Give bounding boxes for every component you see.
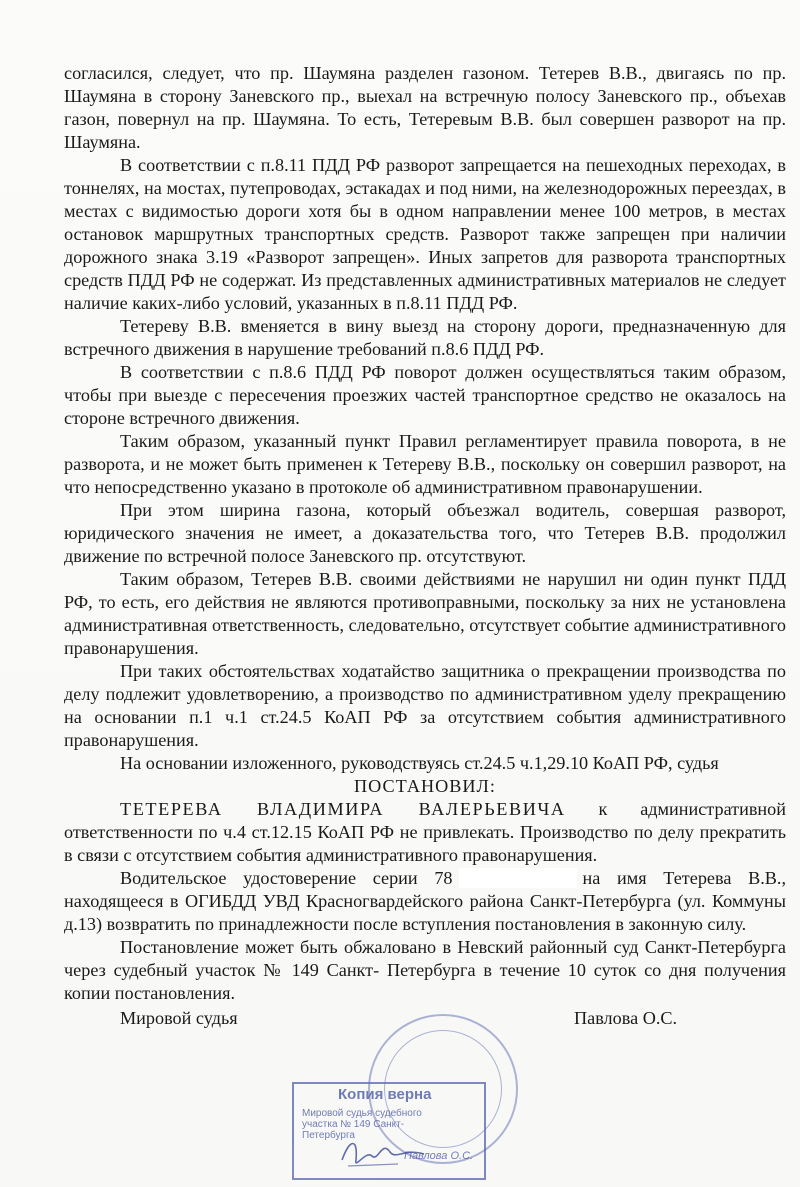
handwritten-signature: [338, 1130, 428, 1174]
paragraph-license-return: [64, 867, 786, 936]
paragraph-legal-basis: На основании изложенного, руководствуясь ст.24.5 ч.1,29.10 КоАП РФ, судья: [120, 753, 719, 773]
paragraph-rule-not-applicable: Таким образом, указанный пункт Правил регламентирует правила поворота, в не разворота, и не может быть применен к Тетереву В.В., поскольку он совершил разворот, на что непосредственно указано в протоколе об административном правонарушении.: [64, 431, 786, 497]
defendant-name: ТЕТЕРЕВА ВЛАДИМИРА ВАЛЕРЬЕВИЧА: [120, 799, 566, 819]
paragraph-u-turn-facts: согласился, следует, что пр. Шаумяна разделен газоном. Тетерев В.В., двигаясь по пр. Шаумяна в сторону Заневского пр., выехал на встречную полосу Заневского пр., объехав газон, повернул на пр. Шаумяна. То есть, Тетеревым В.В. был совершен разворот на пр. Шаумяна.: [64, 63, 786, 152]
heading-resolved: ПОСТАНОВИЛ:: [354, 776, 496, 796]
document-body: [64, 62, 786, 1039]
judge-title: Мировой судья: [120, 1008, 238, 1028]
license-text-before: Водительское удостоверение серии 78: [120, 868, 453, 888]
paragraph-no-violation: Таким образом, Тетерев В.В. своими действиями не нарушил ни один пункт ПДД РФ, то есть, его действия не являются противоправными, поскольку за них не установлена административная ответственность, следовательно, отсутствует событие административного правонарушения.: [64, 569, 786, 658]
paragraph-rule-8-6: В соответствии с п.8.6 ПДД РФ поворот должен осуществляться таким образом, чтобы при выезде с пересечения проезжих частей транспортное средство не оказалось на стороне встречного движения.: [64, 362, 786, 428]
resolution-text: к административной ответственности по ч.4 ст.12.15 КоАП РФ не привлекать. Производство по делу прекратить в связи с отсутствием события административного правонарушения.: [64, 799, 786, 865]
paragraph-appeal: Постановление может быть обжаловано в Невский районный суд Санкт-Петербурга через судебный участок № 149 Санкт- Петербурга в течение 10 суток со дня получения копии постановления.: [64, 937, 786, 1003]
license-text-after: на имя Тетерева В.В., находящееся в ОГИБДД УВД Красногвардейского района Санкт-Петербурга (ул. Коммуны д.13) возвратить по принадлежности после вступления постановления в законную силу.: [64, 868, 786, 934]
stamp-title: Копия верна: [338, 1086, 432, 1103]
paragraph-lawn-width: При этом ширина газона, который объезжал водитель, совершая разворот, юридического значения не имеет, а доказательства того, что Тетерев В.В. продолжил движение по встречной полосе Заневского пр. отсутствуют.: [64, 500, 786, 566]
redacted-license-number: [459, 868, 577, 888]
paragraph-resolution: [64, 798, 786, 867]
stamp-judge-name: Павлова О.С.: [404, 1150, 474, 1162]
paragraph-rule-8-11: В соответствии с п.8.11 ПДД РФ разворот запрещается на пешеходных переходах, в тоннелях, на мостах, путепроводах, эстакадах и под ними, на железнодорожных переездах, в местах с видимостью дороги хотя бы в одном направлении менее 100 метров, в местах остановок маршрутных транспортных средств. Разворот также запрещен при наличии дорожного знака 3.19 «Разворот запрещен». Иных запретов для разворота транспортных средств ПДД РФ не содержат. Из представленных административных материалов не следует наличие каких-либо условий, указанных в п.8.11 ПДД РФ.: [64, 155, 786, 313]
paragraph-motion-granted: При таких обстоятельствах ходатайство защитника о прекращении производства по делу подлежит удовлетворению, а производство по административном уделу прекращению на основании п.1 ч.1 ст.24.5 КоАП РФ за отсутствием события административного правонарушения.: [64, 661, 786, 750]
paragraph-charge: Тетереву В.В. вменяется в вину выезд на сторону дороги, предназначенную для встречного движения в нарушение требований п.8.6 ПДД РФ.: [64, 316, 786, 359]
judge-name: Павлова О.С.: [574, 1008, 678, 1028]
stamp-court: Мировой судья судебного участка № 149 Санкт-Петербурга: [302, 1108, 422, 1141]
